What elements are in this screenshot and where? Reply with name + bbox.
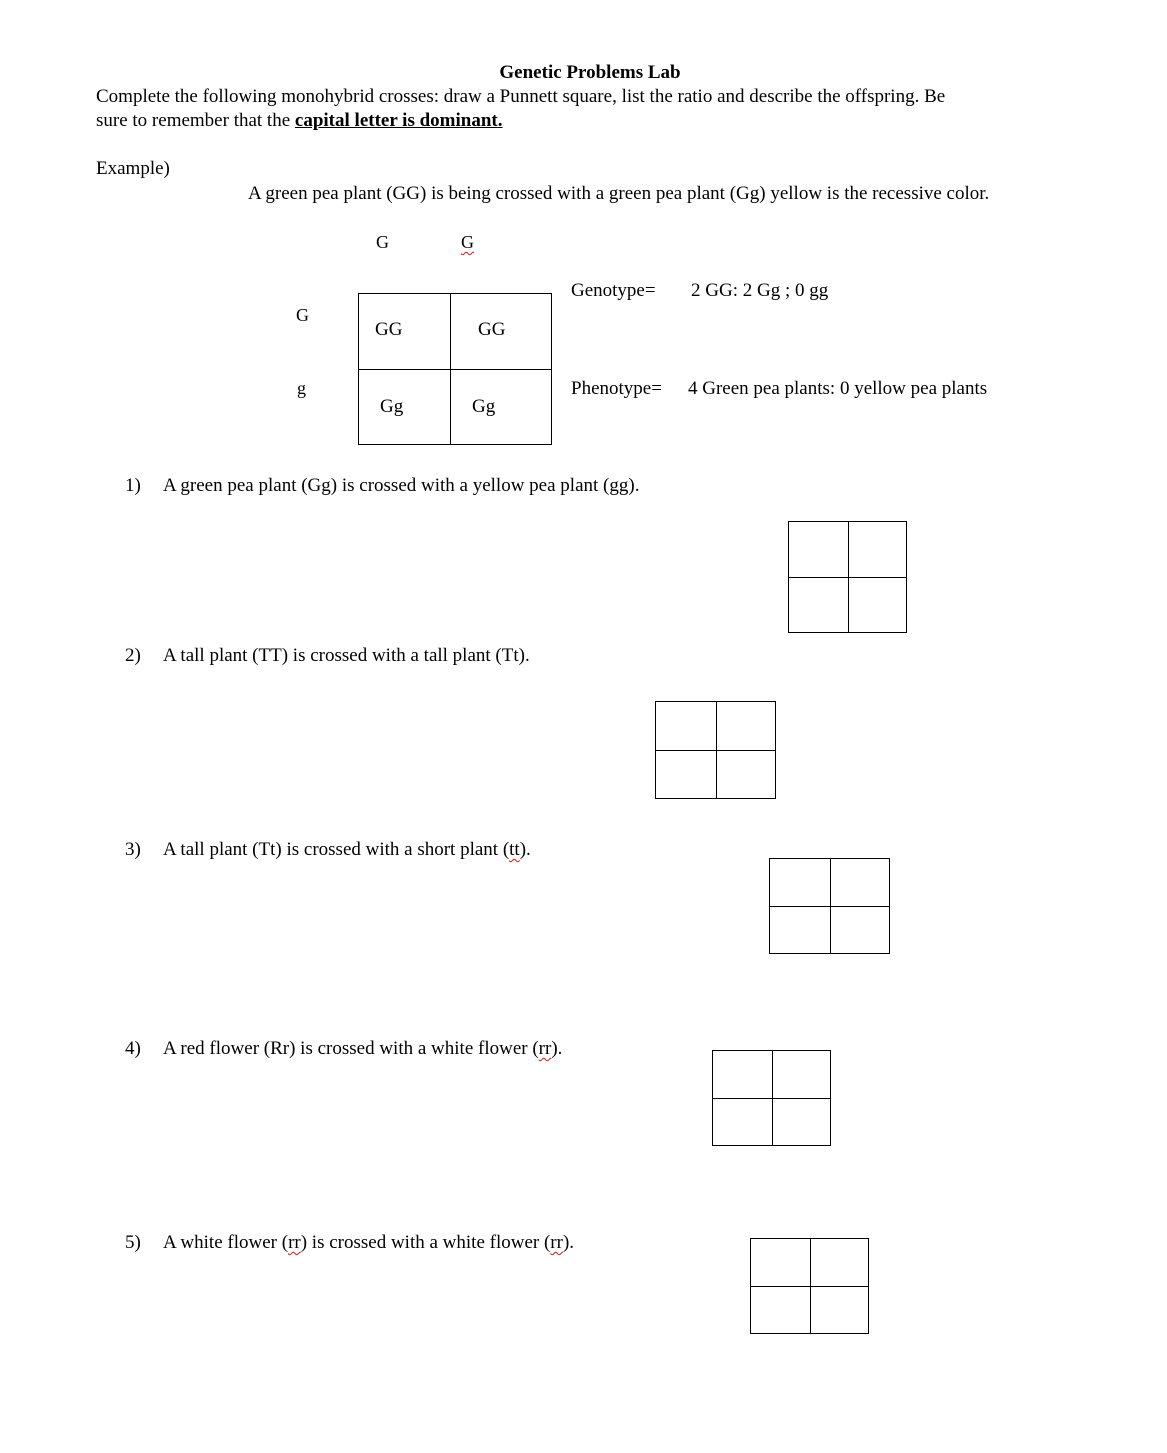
grid-divider [359,369,551,370]
problem-5-text-c: ). [562,1232,575,1253]
problem-5-text [163,1232,574,1254]
problem-5-spelling-flag-1: rr [288,1232,301,1253]
grid-divider [751,1286,868,1287]
problem-4-text [163,1038,562,1060]
punnett-cell: GG [375,319,403,340]
grid-divider [770,906,889,907]
problem-3-text [163,839,531,861]
problem-5-number: 5) [125,1232,141,1253]
genotype-value: 2 GG: 2 Gg ; 0 gg [691,280,829,301]
top-allele-2: G [461,232,474,252]
problem-2-text: A tall plant (TT) is crossed with a tall plant (Tt). [163,645,530,666]
phenotype-value: 4 Green pea plants: 0 yellow pea plants [688,378,988,399]
page-title: Genetic Problems Lab [499,62,681,83]
grid-divider [713,1098,830,1099]
problem-5-text-a: A white flower ( [163,1232,289,1253]
problem-3-text-end: ). [519,839,531,860]
grid-divider [789,577,906,578]
problem-4-spelling-flag: rr [538,1038,552,1059]
problem-5-punnett-square [750,1238,869,1334]
problem-5-text-b: ) is crossed with a white flower ( [300,1232,551,1253]
problem-1-text: A green pea plant (Gg) is crossed with a yellow pea plant (gg). [163,475,640,496]
intro-line-2-suffix: . [497,110,503,131]
top-allele-1: G [376,232,389,252]
side-allele-1: G [296,305,309,325]
intro-line-1: Complete the following monohybrid crosses: draw a Punnett square, list the ratio and describe the offspring. Be [96,86,946,107]
intro-line-2 [96,110,503,132]
example-description: A green pea plant (GG) is being crossed with a green pea plant (Gg) yellow is the recessive color. [248,183,990,204]
example-punnett-square [358,293,552,445]
example-label: Example) [96,158,170,179]
problem-4-punnett-square [712,1050,831,1146]
problem-3-punnett-square [769,858,890,954]
problem-4-text-start: A red flower (Rr) is crossed with a white flower ( [163,1038,539,1059]
intro-emphasis: capital letter is dominant [294,110,498,131]
punnett-cell: GG [478,319,506,340]
genotype-label: Genotype= [571,280,656,301]
phenotype-label: Phenotype= [571,378,662,399]
intro-line-2-prefix: sure to remember that the [96,110,295,131]
problem-2-punnett-square [655,701,776,799]
side-allele-2: g [297,378,306,398]
problem-1-number: 1) [125,475,141,496]
problem-3-text-start: A tall plant (Tt) is crossed with a short plant ( [163,839,510,860]
problem-4-text-end: ). [551,1038,563,1059]
problem-1-punnett-square [788,521,907,633]
problem-4-number: 4) [125,1038,141,1059]
problem-5-spelling-flag-2: rr [550,1232,563,1253]
punnett-cell: Gg [380,396,404,417]
problem-3-number: 3) [125,839,141,860]
grid-divider [656,750,775,751]
punnett-cell: Gg [472,396,496,417]
problem-3-spelling-flag: tt [509,839,520,860]
problem-2-number: 2) [125,645,141,666]
